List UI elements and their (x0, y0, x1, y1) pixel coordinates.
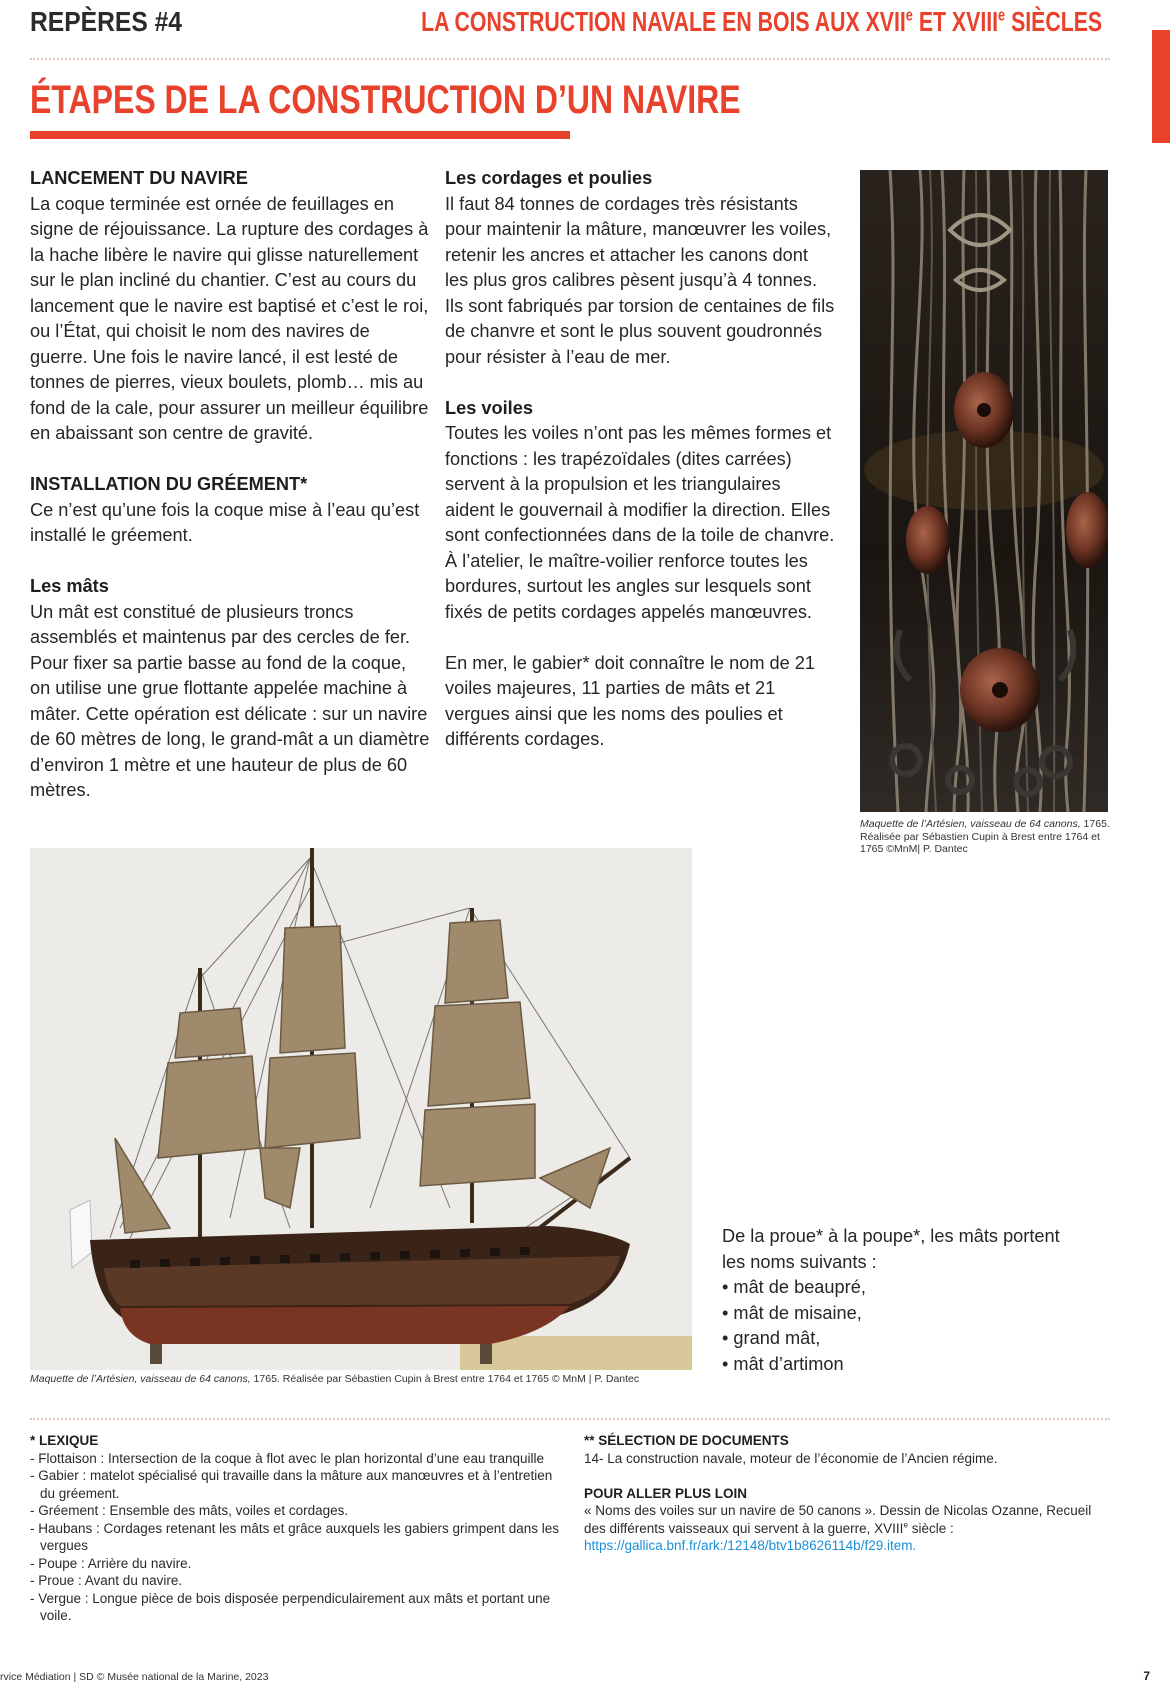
documents-item: 14- La construction navale, moteur de l’économie de l’Ancien régime. (584, 1450, 998, 1466)
ropes-paragraph-1: Il faut 84 tonnes de cordages très résistants pour maintenir la mâture, manœuvrer les voiles, retenir les ancres et attacher les canons dont les plus gros calibres pèsent jusqu’à 4 tonnes. (445, 193, 832, 290)
gallica-link[interactable]: https://gallica.bnf.fr/ark:/12148/btv1b8626114b/f29.item. (584, 1538, 917, 1553)
rigging-photo-caption: Maquette de l’Artésien, vaisseau de 64 canons, 1765. Réalisée par Sébastien Cupin à Brest entre 1764 et 1765 ©MnM| P. Dantec (860, 818, 1110, 855)
ship-model-photo (30, 848, 692, 1370)
masts-paragraph: Un mât est constitué de plusieurs troncs assemblés et maintenus par des cercles de fer. Pour fixer sa partie basse au fond de la coque, on utilise une grue flottante appelée machine à mâter. Cette opération est délicate : sur un navire de 60 mètres de long, le grand-mât a un diamètre d’environ 1 mètre et une hauteur de plus de 60 mètres. (30, 601, 430, 800)
masts-list (722, 1275, 1082, 1377)
page-title: ÉTAPES DE LA CONSTRUCTION D’UN NAVIRE (30, 78, 741, 122)
ropes-paragraph-2: Ils sont fabriqués par torsion de centaines de fils de chanvre et sont le plus souvent goudronnés pour résister à l’eau de mer. (445, 295, 835, 367)
ropes-heading: Les cordages et poulies (445, 168, 653, 188)
list-item: • grand mât, (722, 1326, 1082, 1352)
rigging-photo (860, 170, 1108, 812)
launch-paragraph: La coque terminée est ornée de feuillages en signe de réjouissance. La rupture des cordages à la hache libère le navire qui glisse naturellement sur le plan incliné du chantier. C’est au cours du lancement que le navire est baptisé et c’est le roi, ou l’État, qui choisit le nom des navires de guerre. Une fois le navire lancé, il est lesté de tonnes de pierres, vieux boulets, plomb… mis au fond de la cale, pour assurer un meilleur équilibre en abaissant son centre de gravité. (30, 193, 429, 443)
running-title: LA CONSTRUCTION NAVALE EN BOIS AUX XVIIe ET XVIIIe SIÈCLES (420, 5, 1102, 37)
series-label: REPÈRES #4 (30, 6, 183, 37)
bottom-divider (30, 1418, 1110, 1420)
rigging-paragraph: Ce n’est qu’une fois la coque mise à l’eau qu’est installé le gréement. (30, 499, 420, 545)
footer-credit: rvice Médiation | SD © Musée national de la Marine, 2023 (0, 1671, 269, 1683)
masts-heading: Les mâts (30, 576, 109, 596)
left-column (30, 166, 430, 804)
glossary-item: - Proue : Avant du navire. (30, 1573, 183, 1588)
further-reading-text: « Noms des voiles sur un navire de 50 canons ». Dessin de Nicolas Ozanne, Recueil des différents vaisseaux qui servent à la guerre, XVIIIe siècle : (584, 1503, 1092, 1536)
glossary-item: - Flottaison : Intersection de la coque à flot avec le plan horizontal d’une eau tranquille (30, 1450, 545, 1466)
ship-photo-caption: Maquette de l’Artésien, vaisseau de 64 canons, 1765. Réalisée par Sébastien Cupin à Brest entre 1764 et 1765 © MnM | P. Dantec (30, 1373, 640, 1385)
launch-heading: LANCEMENT DU NAVIRE (30, 168, 248, 188)
header-divider (30, 58, 1110, 60)
list-item: • mât de misaine, (722, 1301, 1082, 1327)
page-number: 7 (1143, 1669, 1150, 1683)
glossary-item: - Gréement : Ensemble des mâts, voiles et cordages. (30, 1503, 349, 1518)
further-reading-heading: POUR ALLER PLUS LOIN (584, 1485, 748, 1501)
side-tab-marker (1152, 30, 1170, 143)
sails-paragraph: Toutes les voiles n’ont pas les mêmes formes et fonctions : les trapézoïdales (dites carrées) servent à la propulsion et les triangulaires aident le gouvernail à modifier la direction. Elles sont confectionnées dans de la toile de chanvre. À l’atelier, le maître-voilier renforce toutes les bordures, surtout les angles sur lesquels sont fixés de petits cordages appelés manœuvres. (445, 423, 835, 622)
glossary-item: - Poupe : Arrière du navire. (30, 1555, 192, 1571)
list-item: • mât de beaupré, (722, 1275, 1082, 1301)
masts-list-block (722, 1224, 1082, 1377)
title-underline (30, 131, 570, 139)
sails-heading: Les voiles (445, 397, 533, 418)
masts-list-intro: De la proue* à la poupe*, les mâts portent les noms suivants : (722, 1226, 1060, 1272)
sea-paragraph: En mer, le gabier* doit connaître le nom de 21 voiles majeures, 11 parties de mâts et 21 vergues ainsi que les noms des poulies et différents cordages. (445, 652, 816, 749)
glossary-item: - Gabier : matelot spécialisé qui travaille dans la mâture aux manœuvres et à l’entretien du gréement. (30, 1468, 553, 1501)
glossary-list (30, 1450, 560, 1625)
glossary-item: - Vergue : Longue pièce de bois disposée perpendiculairement aux mâts et portant une voile. (30, 1590, 551, 1623)
documents-heading: ** SÉLECTION DE DOCUMENTS (584, 1433, 789, 1448)
glossary (30, 1432, 560, 1625)
glossary-heading: * LEXIQUE (30, 1433, 99, 1448)
middle-column (445, 166, 835, 753)
list-item: • mât d’artimon (722, 1352, 1082, 1378)
documents-section (584, 1432, 1104, 1555)
rigging-heading: INSTALLATION DU GRÉEMENT* (30, 474, 308, 494)
glossary-item: - Haubans : Cordages retenant les mâts et grâce auxquels les gabiers grimpent dans les vergues (30, 1520, 560, 1553)
